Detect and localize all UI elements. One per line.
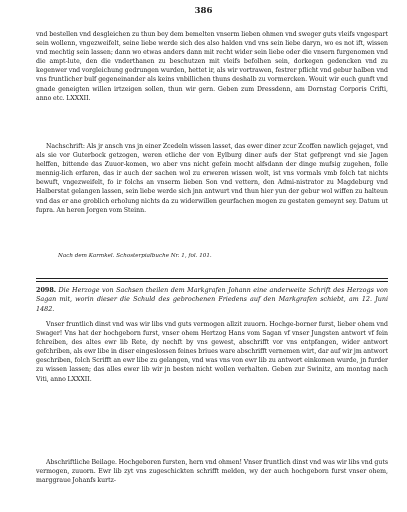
document-summary: Die Herzoge von Sachsen theilen dem Markgrafen Johann eine anderweite Schrift des Herzogs von Sagan mit, worin dieser die Schuld des gebrochenen Friedens auf den Markgrafen schiebt, am 12. Juni 1482.: [36, 286, 388, 313]
section-divider-thin: [36, 281, 388, 282]
page-number: 386: [194, 6, 213, 16]
source-citation: Nach dem Karmkel. Schosterpialbuche Nr. 1, fol. 101.: [58, 253, 212, 259]
document-number: 2098.: [36, 286, 57, 294]
letter-body-continued: vnd bestellen vnd desgleichen zu thun bey dem bemelten vnserm lieben ohmen vnd sweger guts vleifs vngespart sein wollenn, vngezweifelt, seine liebe werde sich des also halden vnd vns sein liebe daryn, wo es not ift, wissen vnd mechtig sein lassen; dann wo etwas anders dann mit recht wider sein liebe oder die vnsern furgenomen vnd die ampt-lute, den die vnderthanen zu beschutzen mit vleifs befolhen sein, dorkegen gedencken vnd zu kegenwer vnd vorgleichung gedrungen wurden, hettet ir, als wir vortrawen, festrer pflicht vnd gebur halben vnd vns fruntlicher bulf gegeneinander als keins vnbillichen thuns deshalb zu vormercken. Wouit wir euch gunft vnd gnade geneigten willen irtzeigen sollen, thun wir gern. Geben zum Dressdenn, am Dornstag Corporis Crifti, anno etc. LXXXII.: [36, 31, 388, 102]
section-divider: [36, 278, 388, 279]
document-heading: [36, 286, 388, 314]
letter-body: Vnser fruntlich dinst vnd was wir libs vnd guts vermogen allzit zuuorn. Hochge-borner furst, lieber ohem vnd Swager! Vns hat der hochgeborn furst, vnser ohem Hertzog Hans vom Sagan vf vnser Jungsten antwort vf fein fchreiben, des altes ewr lib Rete, dy nechft by vns gewest, abschrifft vor vns entpfangen, wider antwort gefchriben, als ewr libe in diser eingeslossen feines briues ware abschrifft vernemen wirt, dar auf wir jm antwort geschriben, folch Scrifft an ewr libe zu gelangen, vnd was vns von ewr lib zu antwort einkomen wurde, jn furder zu wissen lassen; das alles ewer lib wir jn besten nicht wollen verhalten. Geben zur Swinitz, am montag nach Viti, anno LXXXII.: [36, 321, 388, 383]
postscript: Nachschrift: Als jr ansch vns jn einer Zcedeln wissen lasset, das ewer diner zcur Zcoffen nawlich gejaget, vnd als sie vor Guterbock getzogen, weren etliche der von Eylburg diner aufs der Stat gefprengt vnd sie Jagen helffen, bittende das Zuuor-komen, wo aber vns nicht gefein mocht alfsdann der dinge mufsig zugehen, folle mennig-lich erfaren, das ir auch der sachen wol zu erweren wissen wolt, ist vns vormals vmb folch tat nichts bewuft, vngezweifelt, fo ir folchs an vnserm lieben Son vnd vettern, den Admi-nistrator zu Magdeburg vnd Halberstat gelangen lassen, sein liebe werde sich jnn antwurt vnd thun hier yun der gebur wol wiffen zu halteun vnd das er ane groblich erholung nichts da zu widerwillen geurfachen mogen zu gestaten gemeynt sey. Datum ut fupra. An heren Jorgen vom Steinn.: [36, 143, 388, 214]
enclosure: Abschriftliche Beilage. Hochgeboren fursten, hern vnd ohmen! Vnser fruntlich dinst vnd was wir libs vnd guts vermogen, zuuorn. Ewr lib zyt vns zugeschickten schrifft melden, wy der auch hochgeborn furst vnser ohem, marggraue Johanfs kurtz-: [36, 459, 388, 485]
